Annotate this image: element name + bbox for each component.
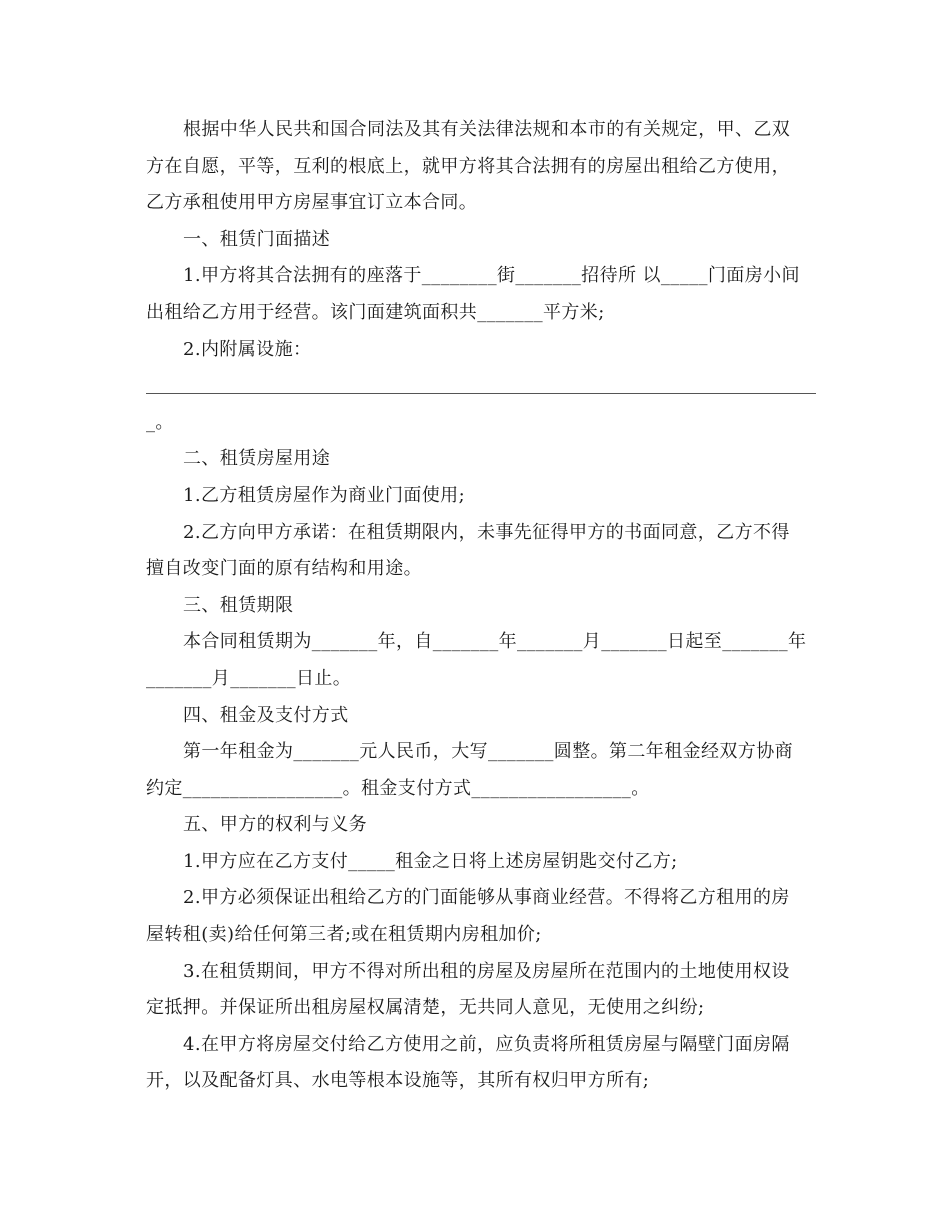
paragraph-preamble-line-1: 根据中华人民共和国合同法及其有关法律法规和本市的有关规定，甲、乙双	[183, 119, 791, 140]
section-heading-4: 四、租金及支付方式	[183, 704, 349, 726]
clause-5-4-line-1: 4.在甲方将房屋交付给乙方使用之前，应负责将所租赁房屋与隔壁门面房隔	[183, 1033, 790, 1055]
clause-5-3-line-1: 3.在租赁期间，甲方不得对所出租的房屋及房屋所在范围内的土地使用权设	[183, 960, 790, 982]
paragraph-preamble-line-3: 乙方承租使用甲方房屋事宜订立本合同。	[146, 192, 478, 214]
clause-2-1: 1.乙方租赁房屋作为商业门面使用;	[183, 484, 466, 506]
clause-3-line-2: _______月_______日止。	[146, 667, 352, 689]
section-heading-2: 二、租赁房屋用途	[183, 448, 331, 470]
blank-fill-line	[146, 368, 810, 405]
clause-1-1-line-1: 1.甲方将其合法拥有的座落于________街_______招待所 以_____门面房小间	[183, 265, 800, 287]
contract-body	[146, 112, 810, 1100]
section-heading-1: 一、租赁门面描述	[183, 228, 331, 250]
clause-2-2-line-1: 2.乙方向甲方承诺：在租赁期限内，未事先征得甲方的书面同意，乙方不得	[183, 521, 790, 543]
clause-5-1: 1.甲方应在乙方支付_____租金之日将上述房屋钥匙交付乙方;	[183, 850, 678, 872]
clause-1-2: 2.内附属设施：	[183, 338, 312, 360]
blank-fill-line-end: _。	[146, 411, 174, 433]
clause-5-4-line-2: 开，以及配备灯具、水电等根本设施等，其所有权归甲方所有;	[146, 1070, 650, 1092]
clause-5-2-line-2: 屋转租(卖)给任何第三者;或在租赁期内房租加价;	[146, 924, 542, 946]
section-heading-5: 五、甲方的权利与义务	[183, 814, 367, 836]
clause-5-3-line-2: 定抵押。并保证所出租房屋权属清楚，无共同人意见，无使用之纠纷;	[146, 997, 705, 1019]
paragraph-preamble-line-2: 方在自愿，平等，互利的根底上，就甲方将其合法拥有的房屋出租给乙方使用，	[146, 155, 790, 177]
clause-4-line-2: 约定_________________。租金支付方式_________________。	[146, 777, 650, 799]
section-heading-3: 三、租赁期限	[183, 594, 294, 616]
clause-5-2-line-1: 2.甲方必须保证出租给乙方的门面能够从事商业经营。不得将乙方租用的房	[183, 887, 790, 909]
clause-4-line-1: 第一年租金为_______元人民币，大写_______圆整。第二年租金经双方协商	[183, 741, 793, 763]
clause-1-1-line-2: 出租给乙方用于经营。该门面建筑面积共_______平方米;	[146, 301, 605, 323]
clause-2-2-line-2: 擅自改变门面的原有结构和用途。	[146, 558, 422, 580]
clause-3-line-1: 本合同租赁期为_______年，自_______年_______月_______日起至_______年	[183, 631, 807, 653]
